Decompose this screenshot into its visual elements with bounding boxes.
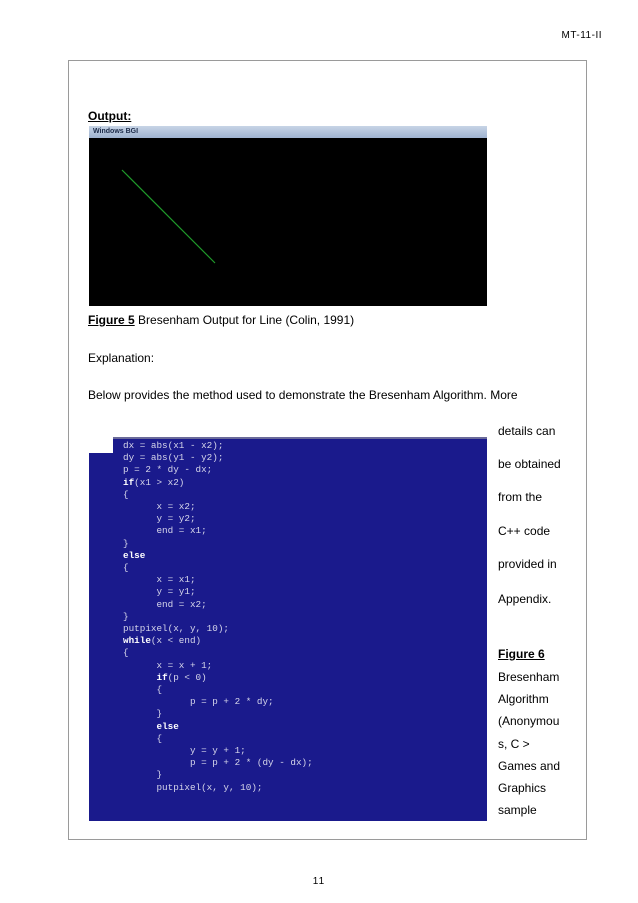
figure5-label: Figure 5 (88, 313, 135, 327)
figure6-caption-line: Bresenham (498, 670, 560, 684)
bgi-canvas (89, 138, 487, 306)
code-line: { (123, 488, 129, 500)
code-corner-box (89, 437, 113, 453)
code-line: } (123, 708, 163, 720)
code-line: p = p + 2 * dy; (123, 696, 274, 708)
code-line: dy = abs(y1 - y2); (123, 452, 224, 464)
side-text-line: from the (498, 490, 543, 504)
code-line: else (156, 720, 179, 732)
code-line: if(p < 0) (156, 671, 207, 683)
code-line: x = x2; (123, 501, 196, 513)
side-text-line: provided in (498, 557, 557, 571)
code-line: y = y + 1; (123, 745, 246, 757)
bresenham-line (122, 170, 215, 263)
figure6-caption-label (498, 647, 574, 661)
explanation-heading: Explanation: (88, 351, 155, 365)
code-line: x = x + 1; (123, 659, 213, 671)
side-text-line: C++ code (498, 524, 551, 538)
bgi-window-title: Windows BGI (89, 126, 487, 138)
code-line: { (123, 684, 163, 696)
figure6-caption-line: sample (498, 803, 537, 817)
side-text-line: details can (498, 424, 556, 438)
code-top-bar (113, 437, 487, 439)
figure6-caption-line: s, C > (498, 737, 530, 751)
code-line: end = x1; (123, 525, 207, 537)
side-text-line: be obtained (498, 457, 561, 471)
page-number: 11 (312, 876, 326, 887)
code-line: p = 2 * dy - dx; (123, 464, 213, 476)
code-line: putpixel(x, y, 10); (123, 781, 263, 793)
code-line: y = y1; (123, 586, 196, 598)
side-text-line: Appendix. (498, 592, 552, 606)
code-line: } (123, 769, 163, 781)
figure5-caption (88, 313, 354, 327)
code-line: else (123, 549, 146, 561)
code-block (123, 440, 313, 794)
figure6-caption-line: (Anonymou (498, 714, 560, 728)
figure6-label: Figure 6 (498, 647, 545, 661)
bgi-output-window (89, 126, 487, 306)
page-header-code: MT-11-II (561, 30, 602, 41)
code-line: if(x1 > x2) (123, 476, 185, 488)
figure5-text: Bresenham Output for Line (Colin, 1991) (134, 313, 355, 327)
figure6-caption-line: Algorithm (498, 692, 549, 706)
code-line: while(x < end) (123, 635, 202, 647)
figure6-caption-line: Games and (498, 759, 561, 773)
code-line: end = x2; (123, 598, 207, 610)
code-line: } (123, 610, 129, 622)
output-label: Output: (88, 109, 132, 123)
code-line: { (123, 562, 129, 574)
body-text: Below provides the method used to demonstrate the Bresenham Algorithm. More (88, 388, 518, 402)
code-line: x = x1; (123, 574, 196, 586)
code-line: dx = abs(x1 - x2); (123, 440, 224, 451)
code-line: y = y2; (123, 513, 196, 525)
code-line: } (123, 537, 129, 549)
figure6-caption-line: Graphics (498, 781, 547, 795)
code-screenshot (89, 437, 487, 821)
code-line: { (123, 647, 129, 659)
code-line: { (123, 732, 163, 744)
code-line: putpixel(x, y, 10); (123, 623, 230, 635)
code-line: p = p + 2 * (dy - dx); (123, 757, 313, 769)
